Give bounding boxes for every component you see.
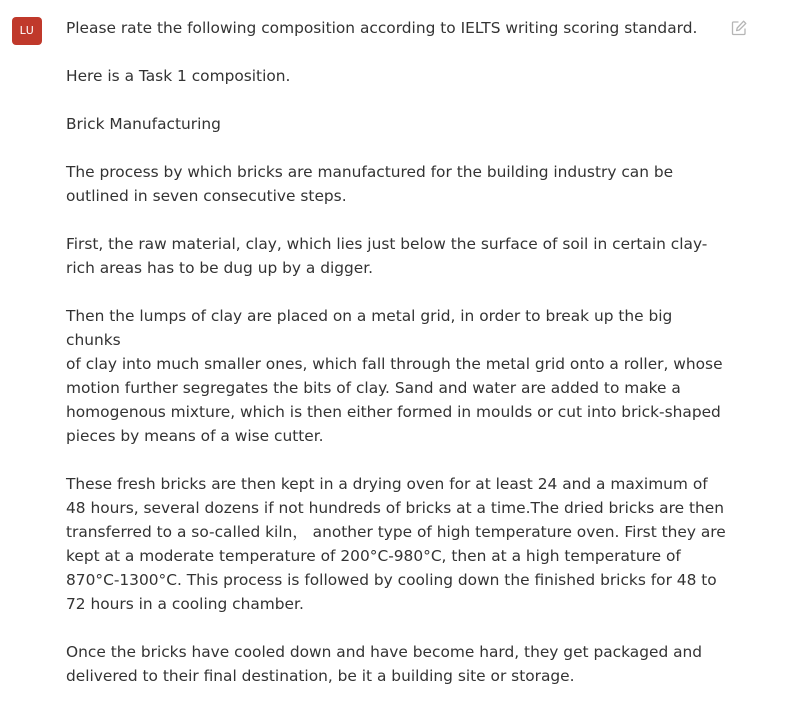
message-paragraph: First, the raw material, clay, which lies just below the surface of soil in certain clay- rich areas has to be dug up by a digger. — [66, 235, 708, 277]
message-paragraph: Here is a Task 1 composition. — [66, 67, 291, 85]
message-paragraph: Please rate the following composition according to IELTS writing scoring standard. — [66, 19, 698, 37]
user-avatar: LU — [12, 17, 42, 45]
edit-message-button[interactable] — [729, 18, 749, 38]
composition-title: Brick Manufacturing — [66, 115, 221, 133]
message-paragraph: Once the bricks have cooled down and have become hard, they get packaged and delivered to their final destination, be it a building site or storage. — [66, 643, 703, 685]
message-paragraph: These fresh bricks are then kept in a drying oven for at least 24 and a maximum of 48 hours, several dozens if not hundreds of bricks at a time.The dried bricks are then transferred to a so-called kiln， another type of high temperature oven. First they are kept at a moderate temperature of 200°C-980°C, then at a high temperature of 870°C-1300°C. This process is followed by cooling down the finished bricks for 48 to 72 hours in a cooling chamber. — [66, 475, 726, 613]
message-paragraph: Then the lumps of clay are placed on a metal grid, in order to break up the big chunks of clay into much smaller ones, which fall through the metal grid onto a roller, whose motion further segregates the bits of clay. Sand and water are added to make a homogenous mixture, which is then either formed in moulds or cut into brick-shaped pieces by means of a wise cutter. — [66, 307, 723, 445]
message-paragraph: The process by which bricks are manufactured for the building industry can be outlined in seven consecutive steps. — [66, 163, 674, 205]
message-content — [66, 16, 734, 688]
edit-icon — [729, 18, 749, 38]
